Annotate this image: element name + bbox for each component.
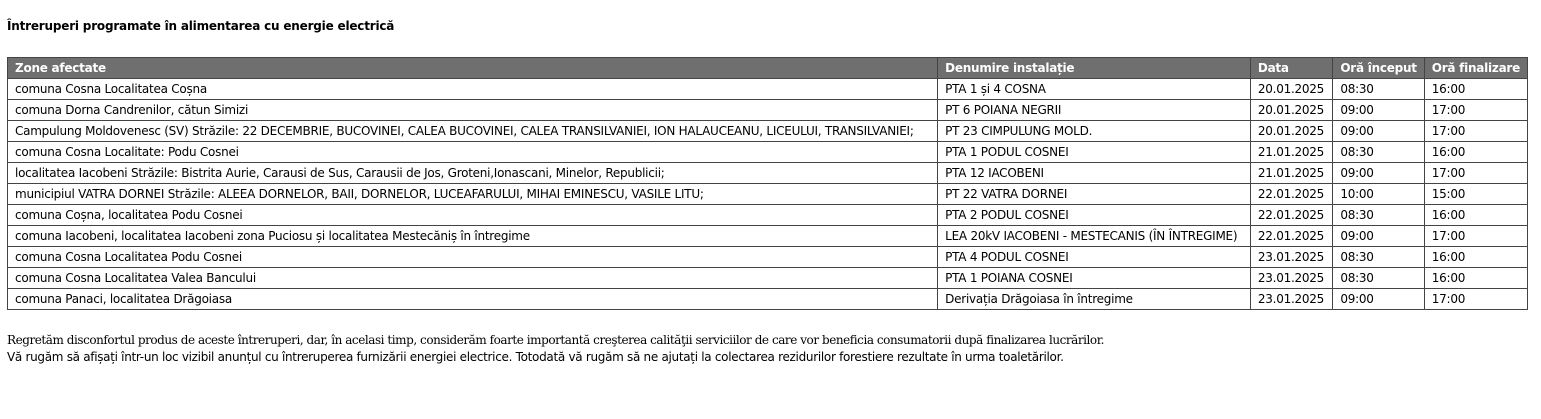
installation-cell: LEA 20kV IACOBENI - MESTECANIS (ÎN ÎNTREGIME)	[938, 226, 1251, 247]
installation-cell: PTA 1 PODUL COSNEI	[938, 142, 1251, 163]
column-header-start-time: Oră început	[1333, 58, 1424, 79]
end-time-cell: 17:00	[1424, 226, 1527, 247]
table-row	[8, 226, 1528, 247]
affected-zone-cell: comuna Cosna Localitate: Podu Cosnei	[8, 142, 938, 163]
end-time-cell: 15:00	[1424, 184, 1527, 205]
start-time-cell: 09:00	[1333, 121, 1424, 142]
column-header-affected-zones: Zone afectate	[8, 58, 938, 79]
date-cell: 23.01.2025	[1250, 289, 1332, 310]
end-time-cell: 17:00	[1424, 100, 1527, 121]
installation-cell: PT 6 POIANA NEGRII	[938, 100, 1251, 121]
table-row	[8, 121, 1528, 142]
request-notice-text: Vă rugăm să afișați într-un loc vizibil anunțul cu întreruperea furnizării energiei electrice. Totodată vă rugăm să ne ajutați la colectarea rezidurilor forestiere rezultate în urma toaletărilor.	[7, 350, 1064, 364]
table-row	[8, 289, 1528, 310]
affected-zone-cell: comuna Iacobeni, localitatea Iacobeni zona Puciosu și localitatea Mestecăniș în întregime	[8, 226, 938, 247]
affected-zone-cell: comuna Dorna Candrenilor, cătun Simizi	[8, 100, 938, 121]
affected-zone-cell: comuna Coșna, localitatea Podu Cosnei	[8, 205, 938, 226]
affected-zone-cell: localitatea Iacobeni Străzile: Bistrita Aurie, Carausi de Sus, Carausii de Jos, Groteni,Ionascani, Minelor, Republicii;	[8, 163, 938, 184]
end-time-cell: 17:00	[1424, 163, 1527, 184]
date-cell: 20.01.2025	[1250, 79, 1332, 100]
column-header-date: Data	[1250, 58, 1332, 79]
end-time-cell: 17:00	[1424, 121, 1527, 142]
affected-zone-cell: municipiul VATRA DORNEI Străzile: ALEEA DORNELOR, BAII, DORNELOR, LUCEAFARULUI, MIHAI EMINESCU, VASILE LITU;	[8, 184, 938, 205]
start-time-cell: 09:00	[1333, 226, 1424, 247]
end-time-cell: 17:00	[1424, 289, 1527, 310]
page-title: Întreruperi programate în alimentarea cu energie electrică	[7, 19, 395, 33]
table-row	[8, 163, 1528, 184]
table-row	[8, 184, 1528, 205]
affected-zone-cell: comuna Panaci, localitatea Drăgoiasa	[8, 289, 938, 310]
table-row	[8, 205, 1528, 226]
installation-cell: PT 22 VATRA DORNEI	[938, 184, 1251, 205]
table-row	[8, 79, 1528, 100]
start-time-cell: 08:30	[1333, 79, 1424, 100]
date-cell: 22.01.2025	[1250, 226, 1332, 247]
installation-cell: PTA 12 IACOBENI	[938, 163, 1251, 184]
start-time-cell: 09:00	[1333, 163, 1424, 184]
installation-cell: PTA 1 și 4 COSNA	[938, 79, 1251, 100]
table-row	[8, 100, 1528, 121]
end-time-cell: 16:00	[1424, 247, 1527, 268]
date-cell: 21.01.2025	[1250, 163, 1332, 184]
affected-zone-cell: comuna Cosna Localitatea Podu Cosnei	[8, 247, 938, 268]
start-time-cell: 08:30	[1333, 247, 1424, 268]
end-time-cell: 16:00	[1424, 205, 1527, 226]
table-body	[8, 79, 1528, 310]
table-row	[8, 247, 1528, 268]
installation-cell: Derivația Drăgoiasa în întregime	[938, 289, 1251, 310]
affected-zone-cell: comuna Cosna Localitatea Coșna	[8, 79, 938, 100]
column-header-end-time: Oră finalizare	[1424, 58, 1527, 79]
start-time-cell: 09:00	[1333, 289, 1424, 310]
installation-cell: PTA 4 PODUL COSNEI	[938, 247, 1251, 268]
table-header-row	[8, 58, 1528, 79]
start-time-cell: 08:30	[1333, 142, 1424, 163]
date-cell: 21.01.2025	[1250, 142, 1332, 163]
footer-notice	[7, 332, 1527, 366]
apology-notice-text: Regretăm disconfortul produs de aceste întreruperi, dar, în acelasi timp, considerăm foarte importantă creşterea calităţii serviciilor de care vor beneficia consumatorii după finalizarea lucrărilor.	[7, 333, 1105, 347]
table-row	[8, 268, 1528, 289]
date-cell: 22.01.2025	[1250, 184, 1332, 205]
end-time-cell: 16:00	[1424, 79, 1527, 100]
date-cell: 22.01.2025	[1250, 205, 1332, 226]
start-time-cell: 09:00	[1333, 100, 1424, 121]
date-cell: 23.01.2025	[1250, 268, 1332, 289]
end-time-cell: 16:00	[1424, 142, 1527, 163]
date-cell: 20.01.2025	[1250, 121, 1332, 142]
start-time-cell: 10:00	[1333, 184, 1424, 205]
table-row	[8, 142, 1528, 163]
date-cell: 20.01.2025	[1250, 100, 1332, 121]
installation-cell: PT 23 CIMPULUNG MOLD.	[938, 121, 1251, 142]
date-cell: 23.01.2025	[1250, 247, 1332, 268]
affected-zone-cell: comuna Cosna Localitatea Valea Bancului	[8, 268, 938, 289]
start-time-cell: 08:30	[1333, 268, 1424, 289]
column-header-installation-name: Denumire instalație	[938, 58, 1251, 79]
start-time-cell: 08:30	[1333, 205, 1424, 226]
affected-zone-cell: Campulung Moldovenesc (SV) Străzile: 22 DECEMBRIE, BUCOVINEI, CALEA BUCOVINEI, CALEA TRANSILVANIEI, ION HALAUCEANU, LICEULUI, TRANSILVANIEI;	[8, 121, 938, 142]
end-time-cell: 16:00	[1424, 268, 1527, 289]
installation-cell: PTA 2 PODUL COSNEI	[938, 205, 1251, 226]
outage-schedule-table	[7, 57, 1528, 310]
installation-cell: PTA 1 POIANA COSNEI	[938, 268, 1251, 289]
